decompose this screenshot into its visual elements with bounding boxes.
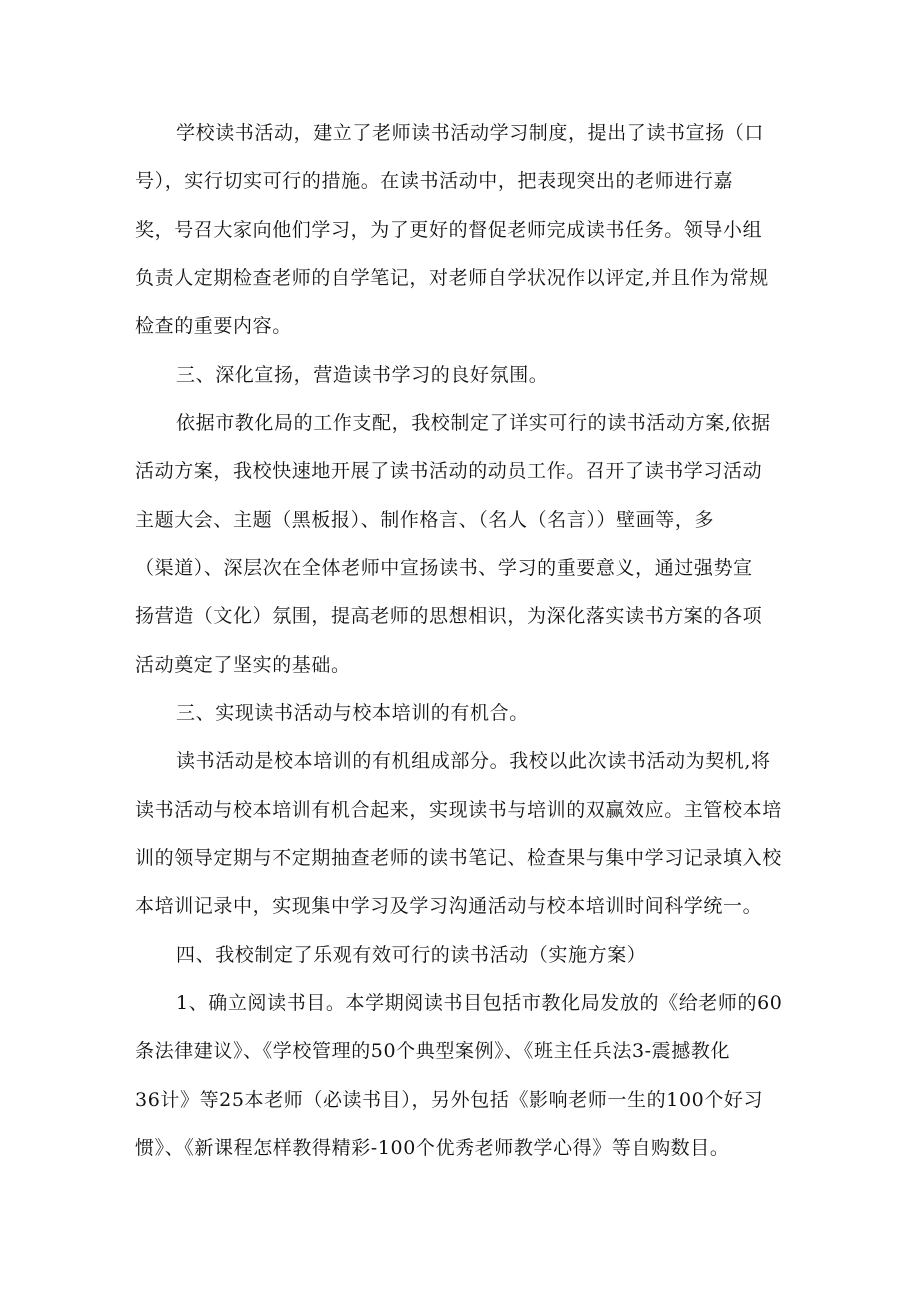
- paragraph-line: 读书活动是校本培训的有机组成部分。我校以此次读书活动为契机,将: [176, 750, 771, 772]
- paragraph-line: 奖，号召大家向他们学习，为了更好的督促老师完成读书任务。领导小组: [135, 219, 763, 241]
- paragraph-line: （渠道）、深层次在全体老师中宣扬读书、学习的重要意义，通过强势宣: [135, 557, 753, 579]
- paragraph-line: 负责人定期检查老师的自学笔记，对老师自学状况作以评定,并且作为常规: [135, 267, 769, 289]
- paragraph-line: 依据市教化局的工作支配，我校制定了详实可行的读书活动方案,依据: [176, 412, 771, 434]
- paragraph-line: 活动奠定了坚实的基础。: [135, 654, 351, 676]
- paragraph-line: 学校读书活动，建立了老师读书活动学习制度，提出了读书宣扬（口: [176, 122, 765, 144]
- paragraph-line: 本培训记录中，实现集中学习及学习沟通活动与校本培训时间科学统一。: [135, 895, 763, 917]
- paragraph-line: 读书活动与校本培训有机合起来，实现读书与培训的双赢效应。主管校本培: [135, 799, 782, 821]
- section-heading: 三、深化宣扬，营造读书学习的良好氛围。: [176, 364, 549, 386]
- section-heading: 四、我校制定了乐观有效可行的读书活动（实施方案）: [176, 944, 647, 966]
- paragraph-line: 号），实行切实可行的措施。在读书活动中，把表现突出的老师进行嘉: [135, 170, 734, 192]
- paragraph-line: 36计》等25本老师（必读书目），另外包括《影响老师一生的100个好习: [135, 1089, 764, 1111]
- paragraph-line: 扬营造（文化）氛围，提高老师的思想相识，为深化落实读书方案的各项: [135, 605, 763, 627]
- paragraph-line: 检查的重要内容。: [135, 315, 292, 337]
- paragraph-line: 条法律建议》、《学校管理的50个典型案例》、《班主任兵法3-震撼教化: [135, 1040, 731, 1062]
- section-heading: 三、实现读书活动与校本培训的有机合。: [176, 702, 529, 724]
- paragraph-line: 活动方案，我校快速地开展了读书活动的动员工作。召开了读书学习活动: [135, 460, 763, 482]
- paragraph-line: 主题大会、主题（黑板报）、制作格言、（名人（名言））壁画等，多: [135, 509, 715, 531]
- paragraph-line: 训的领导定期与不定期抽查老师的读书笔记、检查果与集中学习记录填入校: [135, 847, 782, 869]
- paragraph-line: 惯》、《新课程怎样教得精彩-100个优秀老师教学心得》等自购数目。: [135, 1137, 730, 1159]
- paragraph-line: 1、确立阅读书目。本学期阅读书目包括市教化局发放的《给老师的60: [176, 992, 783, 1014]
